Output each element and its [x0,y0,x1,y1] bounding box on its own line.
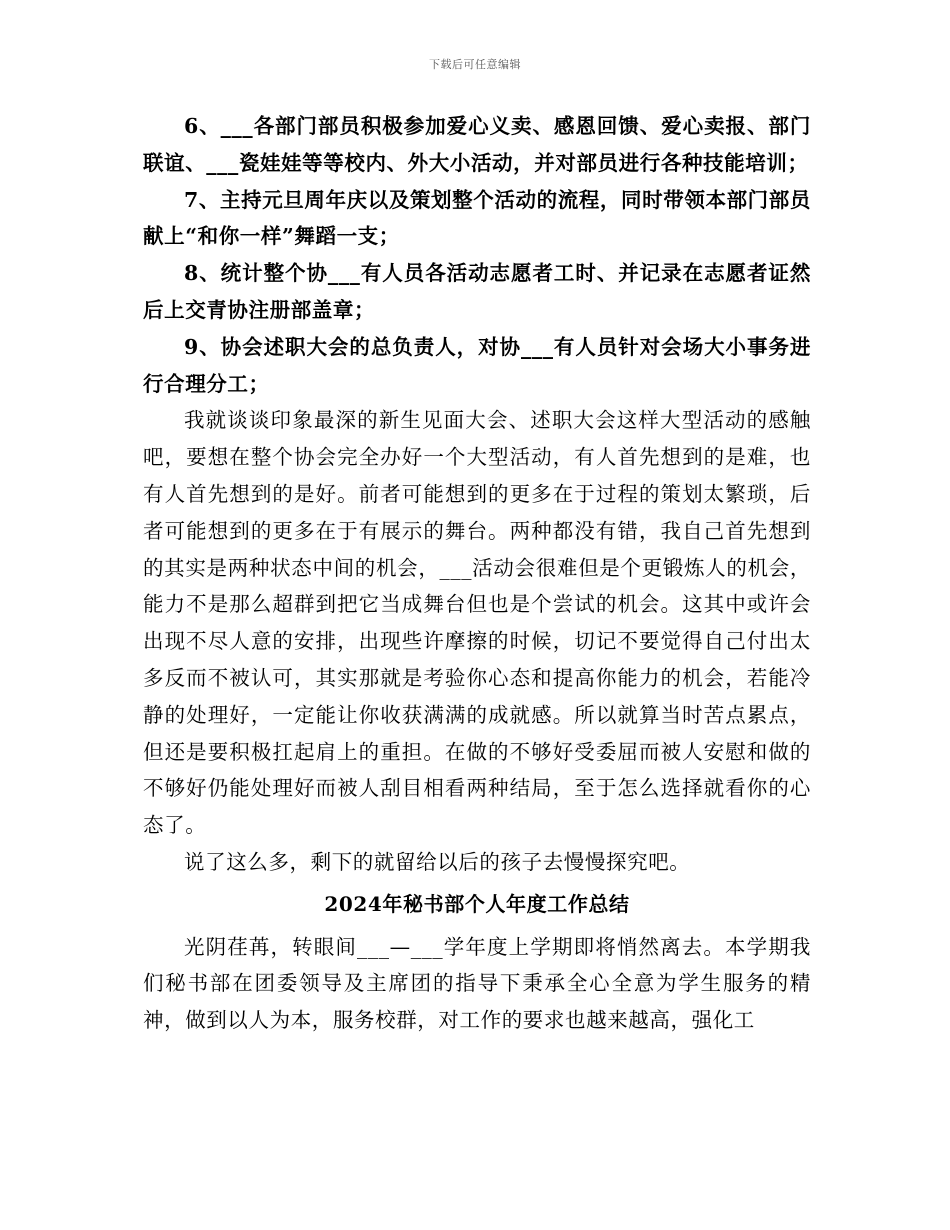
reflection-paragraph: 我就谈谈印象最深的新生见面大会、述职大会这样大型活动的感触吧，要想在整个协会完全办好一个大型活动，有人首先想到的是难，也有人首先想到的是好。前者可能想到的更多在于过程的策划太繁琐，后者可能想到的更多在于有展示的舞台。两种都没有错，我自己首先想到的其实是两种状态中间的机会，___活动会很难但是个更锻炼人的机会，能力不是那么超群到把它当成舞台但也是个尝试的机会。这其中或许会出现不尽人意的安排，出现些许摩擦的时候，切记不要觉得自己付出太多反而不被认可，其实那就是考验你心态和提高你能力的机会，若能冷静的处理好，一定能让你收获满满的成就感。所以就算当时苦点累点，但还是要积极扛起肩上的重担。在做的不够好受委屈而被人安慰和做的不够好仍能处理好而被人刮目相看两种结局，至于怎么选择就看你的心态了。 [143,408,811,838]
list-item-8: 8、统计整个协___有人员各活动志愿者工时、并记录在志愿者证然后上交青协注册部盖章； [143,261,811,322]
document-body [143,108,811,1039]
list-item-6: 6、___各部门部员积极参加爱心义卖、感恩回馈、爱心卖报、部门联谊、___瓷娃娃等等校内、外大小活动，并对部员进行各种技能培训； [143,114,811,175]
list-item-7: 7、主持元旦周年庆以及策划整个活动的流程，同时带领本部门部员献上“和你一样”舞蹈一支； [143,187,811,249]
closing-paragraph: 说了这么多，剩下的就留给以后的孩子去慢慢探究吧。 [184,849,691,874]
section-title: 2024年秘书部个人年度工作总结 [324,891,630,916]
section-paragraph: 光阴荏苒，转眼间___—___学年度上学期即将悄然离去。本学期我们秘书部在团委领导及主席团的指导下秉承全心全意为学生服务的精神，做到以人为本，服务校群，对工作的要求也越来越高，强化工 [143,934,811,1033]
page-header: 下载后可任意编辑 [429,58,521,71]
list-item-9: 9、协会述职大会的总负责人，对协___有人员针对会场大小事务进行合理分工； [143,334,811,396]
